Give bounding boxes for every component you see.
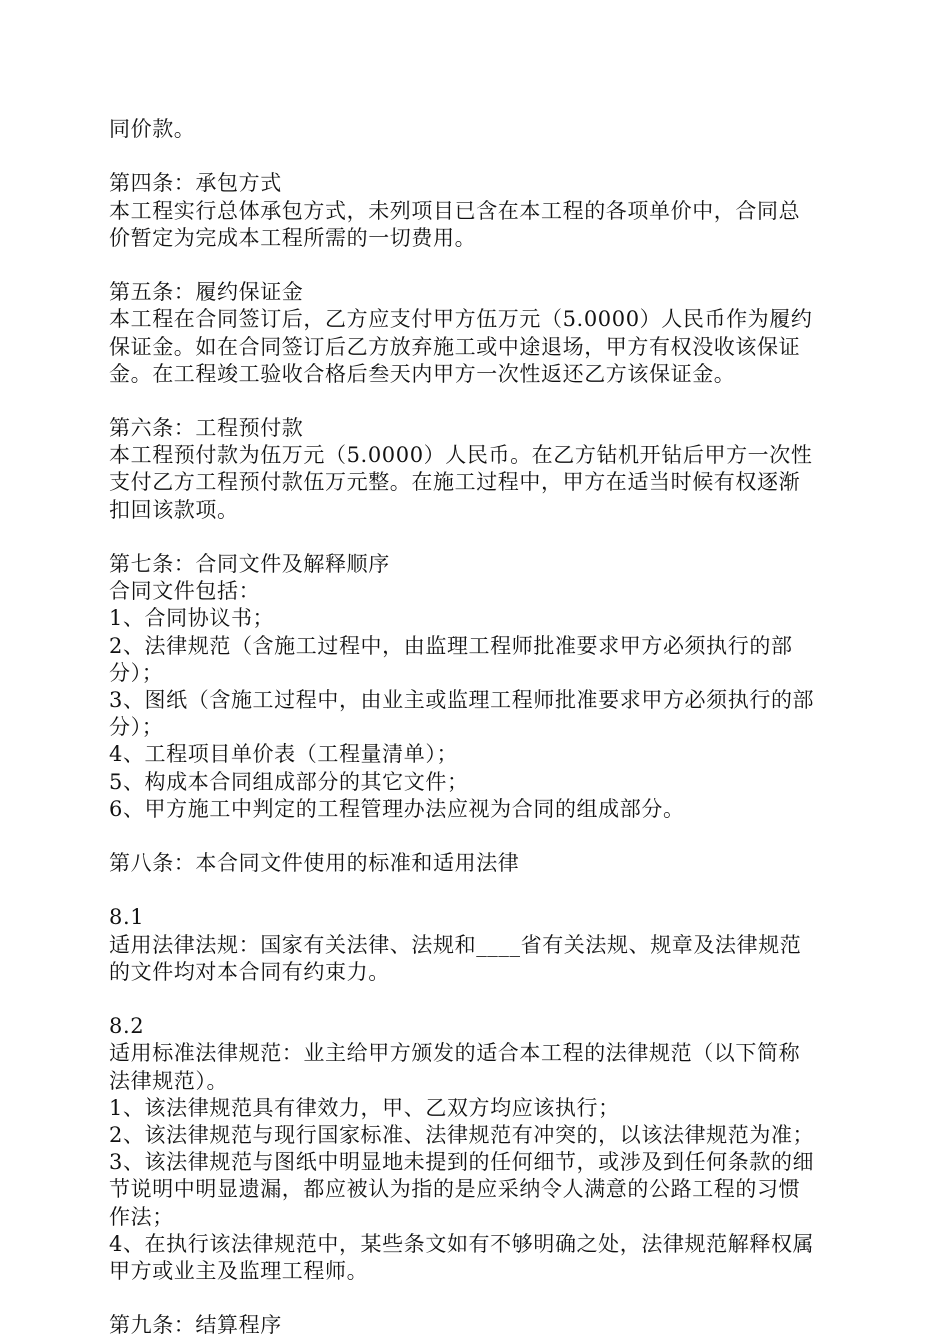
section-heading: 第四条：承包方式 <box>109 171 282 196</box>
section-heading: 第六条：工程预付款 <box>109 416 304 441</box>
paragraph-gap <box>109 986 844 1013</box>
text-line: 的文件均对本合同有约束力。 <box>109 959 390 984</box>
text-line: 扣回该款项。 <box>109 497 239 522</box>
list-item: 3、图纸（含施工过程中，由业主或监理工程师批准要求甲方必须执行的部 <box>109 687 815 712</box>
text-line: 合同文件包括： <box>109 579 261 604</box>
text-line: 法律规范）。 <box>109 1068 229 1093</box>
text-line: 支付乙方工程预付款伍万元整。在施工过程中，甲方在适当时候有权逐渐 <box>109 470 801 495</box>
list-item: 1、合同协议书； <box>109 606 275 631</box>
text-line: 甲方或业主及监理工程师。 <box>109 1258 369 1283</box>
text-line: 分）； <box>109 660 164 685</box>
list-item: 1、该法律规范具有律效力，甲、乙双方均应该执行； <box>109 1095 620 1120</box>
subsection-number: 8.2 <box>109 1014 145 1039</box>
list-item: 6、甲方施工中判定的工程管理办法应视为合同的组成部分。 <box>109 796 685 821</box>
text-line: 价暂定为完成本工程所需的一切费用。 <box>109 225 477 250</box>
section-heading: 第七条：合同文件及解释顺序 <box>109 552 390 576</box>
paragraph-gap <box>109 823 844 850</box>
list-item: 2、该法律规范与现行国家标准、法律规范有冲突的，以该法律规范为准； <box>109 1122 815 1147</box>
text-line: 本工程在合同签订后，乙方应支付甲方伍万元（5.0000）人民币作为履约 <box>109 307 813 332</box>
text-line: 适用标准法律规范：业主给甲方颁发的适合本工程的法律规范（以下简称 <box>109 1041 801 1066</box>
paragraph-gap <box>109 877 844 904</box>
text-line: 作法； <box>109 1204 174 1229</box>
section-heading: 第八条：本合同文件使用的标准和适用法律 <box>109 851 520 876</box>
paragraph-gap <box>109 1285 844 1312</box>
text-line: 金。在工程竣工验收合格后叁天内甲方一次性返还乙方该保证金。 <box>109 361 736 386</box>
paragraph-gap <box>109 388 844 415</box>
document-body <box>109 116 844 1339</box>
paragraph-gap <box>109 524 844 551</box>
list-item: 2、法律规范（含施工过程中，由监理工程师批准要求甲方必须执行的部 <box>109 633 793 658</box>
text-line: 节说明中明显遗漏，都应被认为指的是应采纳令人满意的公路工程的习惯 <box>109 1177 801 1202</box>
paragraph-gap <box>109 143 844 170</box>
text-line: 本工程实行总体承包方式，未列项目已含在本工程的各项单价中，合同总 <box>109 198 801 223</box>
text-line: 本工程预付款为伍万元（5.0000）人民币。在乙方钻机开钻后甲方一次性 <box>109 443 813 468</box>
text-line: 保证金。如在合同签订后乙方放弃施工或中途退场，甲方有权没收该保证 <box>109 334 801 359</box>
section-heading: 第九条：结算程序 <box>109 1313 282 1338</box>
list-item: 4、在执行该法律规范中，某些条文如有不够明确之处，法律规范解释权属 <box>109 1231 815 1256</box>
list-item: 5、构成本合同组成部分的其它文件； <box>109 769 469 794</box>
section-heading: 第五条：履约保证金 <box>109 280 304 305</box>
text-line: 同价款。 <box>109 117 196 141</box>
paragraph-gap <box>109 252 844 279</box>
subsection-number: 8.1 <box>109 905 145 930</box>
list-item: 4、工程项目单价表（工程量清单）； <box>109 742 459 767</box>
text-line: 适用法律法规：国家有关法律、法规和____省有关法规、规章及法律规范 <box>109 932 802 957</box>
list-item: 3、该法律规范与图纸中明显地未提到的任何细节，或涉及到任何条款的细 <box>109 1150 815 1175</box>
text-line: 分）； <box>109 715 164 740</box>
